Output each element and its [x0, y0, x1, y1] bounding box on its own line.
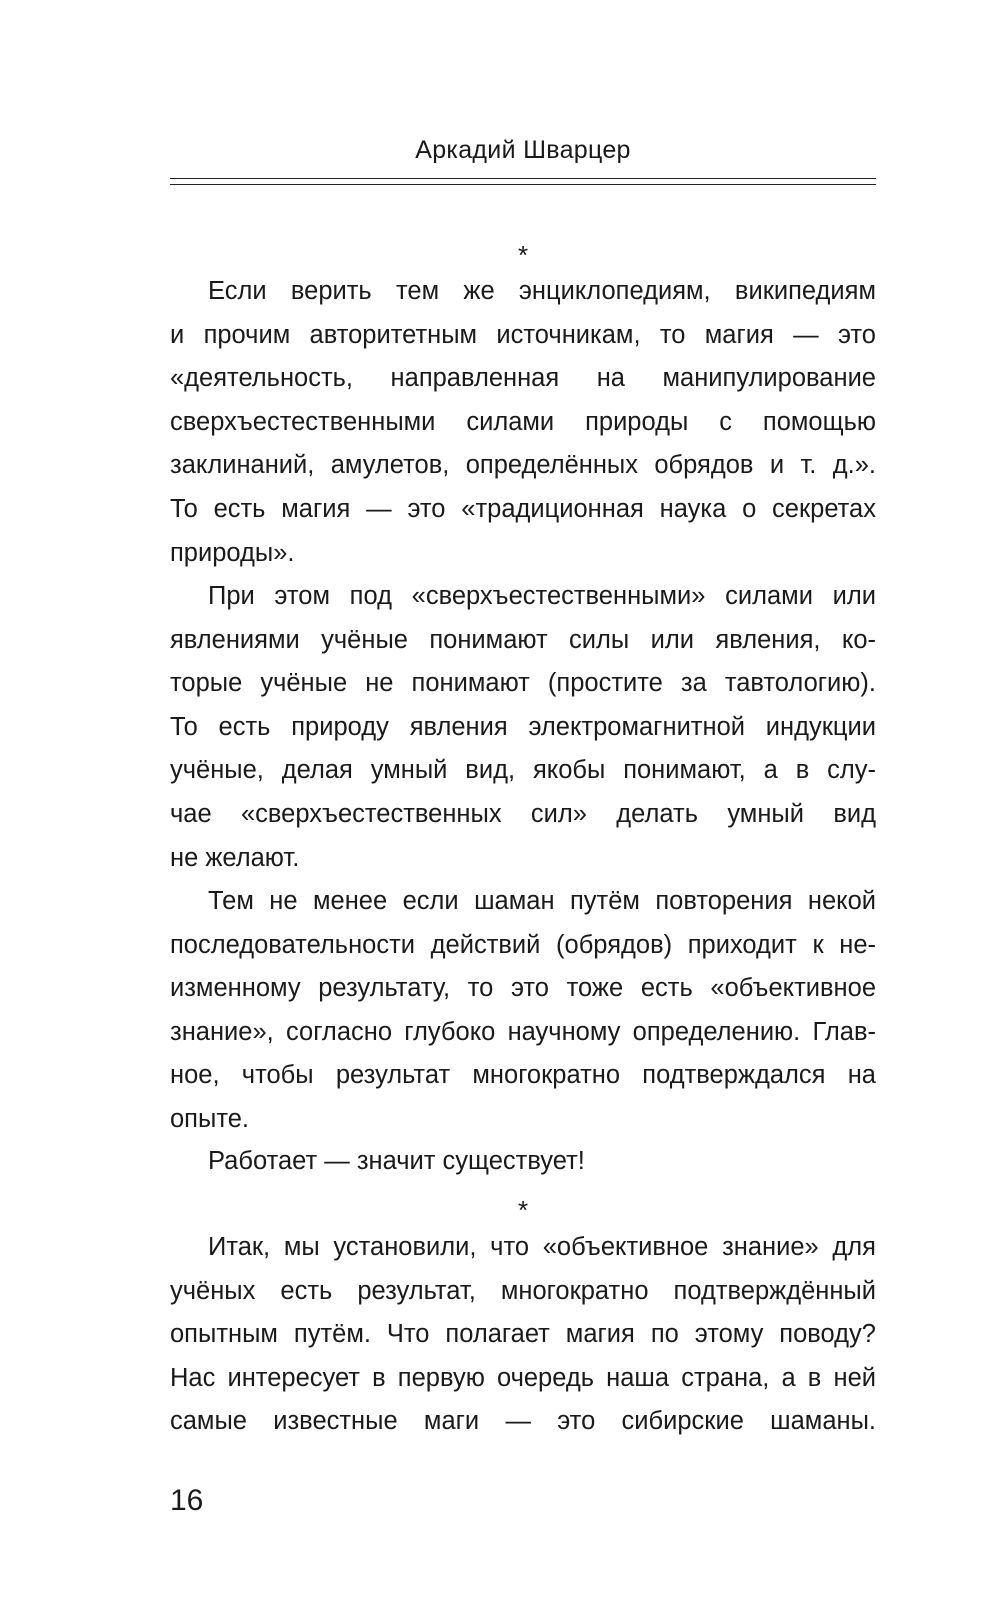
text-line: То есть природу явления электромагнитной индукции [170, 712, 876, 741]
text-line: знание», согласно глубоко научному определению. Глав- [170, 1017, 876, 1046]
page-number: 16 [170, 1484, 204, 1517]
header-rule-bottom [170, 184, 876, 185]
text-line: Если верить тем же энциклопедиям, википедиям [208, 277, 876, 305]
text-line: сверхъестественными силами природы с помощью [170, 407, 876, 436]
header-rule-top [170, 178, 876, 179]
paragraph-2 [170, 575, 876, 880]
text-line: То есть магия — это «традиционная наука о секретах [170, 494, 876, 523]
paragraph-1 [170, 270, 876, 575]
text-line: чае «сверхъестественных сил» делать умный вид [170, 799, 876, 828]
text-line: Тем не менее если шаман путём повторения некой [208, 887, 876, 915]
text-line: и прочим авторитетным источникам, то магия — это [170, 320, 876, 349]
text-line: торые учёные не понимают (простите за тавтологию). [170, 669, 876, 698]
text-line: Итак, мы установили, что «объективное знание» для [208, 1233, 876, 1261]
text-line: учёные, делая умный вид, якобы понимают, а в слу- [170, 756, 876, 785]
paragraph-4 [170, 1140, 876, 1184]
text-line: ное, чтобы результат многократно подтверждался на [170, 1061, 876, 1090]
section-separator: * [517, 1195, 529, 1225]
text-line: природы». [170, 538, 295, 567]
text-line: не желают. [170, 843, 300, 872]
text-line: «деятельность, направленная на манипулирование [170, 364, 876, 393]
text-line: Работает — значит существует! [208, 1147, 585, 1175]
text-line: самые известные маги — это сибирские шаманы. [170, 1407, 876, 1436]
text-line: При этом под «сверхъестественными» силами или [208, 582, 876, 610]
text-line: заклинаний, амулетов, определённых обрядов и т. д.». [170, 451, 876, 480]
text-line: опыте. [170, 1104, 249, 1133]
text-line: Нас интересует в первую очередь наша страна, а в ней [170, 1363, 876, 1392]
paragraph-3 [170, 880, 876, 1142]
text-line: последовательности действий (обрядов) приходит к не- [170, 930, 876, 959]
text-line: учёных есть результат, многократно подтверждённый [170, 1276, 876, 1305]
running-head-author: Аркадий Шварцер [415, 136, 631, 164]
text-line: изменному результату, то это тоже есть «объективное [170, 974, 876, 1003]
text-line: опытным путём. Что полагает магия по этому поводу? [170, 1320, 876, 1349]
section-separator: * [517, 240, 529, 270]
paragraph-5 [170, 1226, 876, 1444]
text-line: явлениями учёные понимают силы или явления, ко- [170, 625, 876, 654]
